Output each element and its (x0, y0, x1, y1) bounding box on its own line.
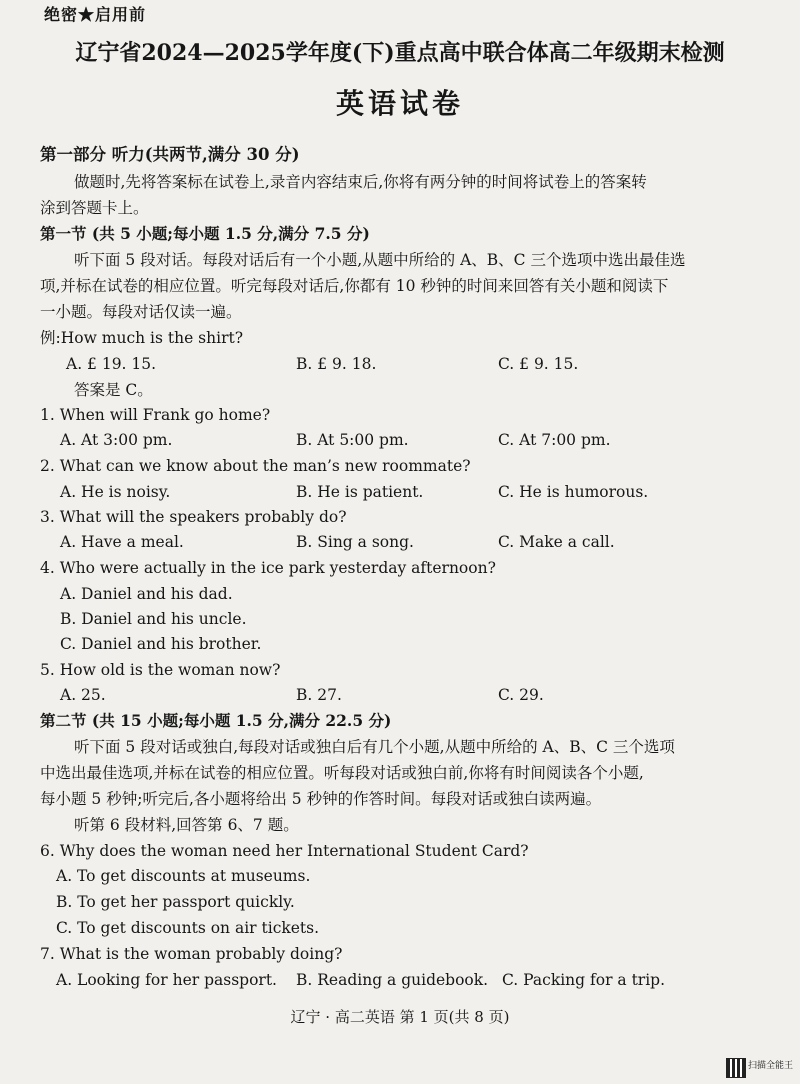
q1-option-c: C. At 7:00 pm. (498, 431, 611, 449)
q1-option-a: A. At 3:00 pm. (60, 431, 173, 449)
part1-heading: 第一部分 听力(共两节,满分 30 分) (40, 145, 300, 164)
question-5: 5. How old is the woman now? (40, 661, 281, 679)
scan-watermark-label: 扫描全能王 (748, 1061, 794, 1071)
section1-heading: 第一节 (共 5 小题;每小题 1.5 分,满分 7.5 分) (40, 224, 370, 243)
section2-instr-3: 每小题 5 秒钟;听完后,各小题将给出 5 秒钟的作答时间。每段对话或独白读两遍。 (40, 790, 602, 808)
part1-instructions-1: 做题时,先将答案标在试卷上,录音内容结束后,你将有两分钟的时间将试卷上的答案转 (74, 173, 647, 191)
example-answer: 答案是 C。 (74, 381, 153, 399)
question-3: 3. What will the speakers probably do? (40, 508, 347, 526)
q7-option-c: C. Packing for a trip. (502, 971, 666, 989)
q5-option-a: A. 25. (60, 686, 106, 704)
q1-option-b: B. At 5:00 pm. (296, 431, 409, 449)
exam-title: 辽宁省2024—2025学年度(下)重点高中联合体高二年级期末检测 (75, 40, 725, 66)
q3-option-a: A. Have a meal. (60, 533, 184, 551)
q3-option-c: C. Make a call. (498, 533, 615, 551)
question-2: 2. What can we know about the man’s new roommate? (40, 457, 471, 475)
section2-instr-1: 听下面 5 段对话或独白,每段对话或独白后有几个小题,从题中所给的 A、B、C 三个选项 (74, 738, 675, 756)
question-6: 6. Why does the woman need her International Student Card? (40, 842, 529, 860)
q2-option-b: B. He is patient. (296, 483, 424, 501)
qr-code-icon (726, 1058, 746, 1078)
section1-instr-3: 一小题。每段对话仅读一遍。 (40, 303, 242, 321)
q7-option-b: B. Reading a guidebook. (296, 971, 489, 989)
section1-instr-2: 项,并标在试卷的相应位置。听完每段对话后,你都有 10 秒钟的时间来回答有关小题和阅读下 (40, 277, 669, 295)
q2-option-a: A. He is noisy. (60, 483, 171, 501)
q4-option-c: C. Daniel and his brother. (60, 635, 262, 653)
question-7: 7. What is the woman probably doing? (40, 945, 343, 963)
section2-heading: 第二节 (共 15 小题;每小题 1.5 分,满分 22.5 分) (40, 711, 392, 730)
q5-option-c: C. 29. (498, 686, 544, 704)
section2-instr-2: 中选出最佳选项,并标在试卷的相应位置。听每段对话或独白前,你将有时间阅读各个小题, (40, 764, 644, 782)
q3-option-b: B. Sing a song. (296, 533, 414, 551)
example-option-b: B. £ 9. 18. (296, 355, 377, 373)
subject-title: 英语试卷 (335, 87, 464, 120)
secret-stamp: 绝密★启用前 (44, 5, 147, 24)
material-note: 听第 6 段材料,回答第 6、7 题。 (74, 816, 299, 834)
q6-option-b: B. To get her passport quickly. (56, 893, 295, 911)
q6-option-c: C. To get discounts on air tickets. (56, 919, 320, 937)
page-footer: 辽宁 · 高二英语 第 1 页(共 8 页) (290, 1008, 510, 1026)
q2-option-c: C. He is humorous. (498, 483, 649, 501)
part1-instructions-2: 涂到答题卡上。 (40, 199, 149, 217)
q4-option-b: B. Daniel and his uncle. (60, 610, 247, 628)
q6-option-a: A. To get discounts at museums. (56, 867, 311, 885)
q5-option-b: B. 27. (296, 686, 342, 704)
example-option-c: C. £ 9. 15. (498, 355, 579, 373)
example-question: 例:How much is the shirt? (40, 329, 244, 347)
section1-instr-1: 听下面 5 段对话。每段对话后有一个小题,从题中所给的 A、B、C 三个选项中选出最佳选 (74, 251, 686, 269)
example-option-a: A. £ 19. 15. (66, 355, 157, 373)
q4-option-a: A. Daniel and his dad. (60, 585, 233, 603)
question-1: 1. When will Frank go home? (40, 406, 271, 424)
question-4: 4. Who were actually in the ice park yesterday afternoon? (40, 559, 496, 577)
q7-option-a: A. Looking for her passport. (56, 971, 277, 989)
